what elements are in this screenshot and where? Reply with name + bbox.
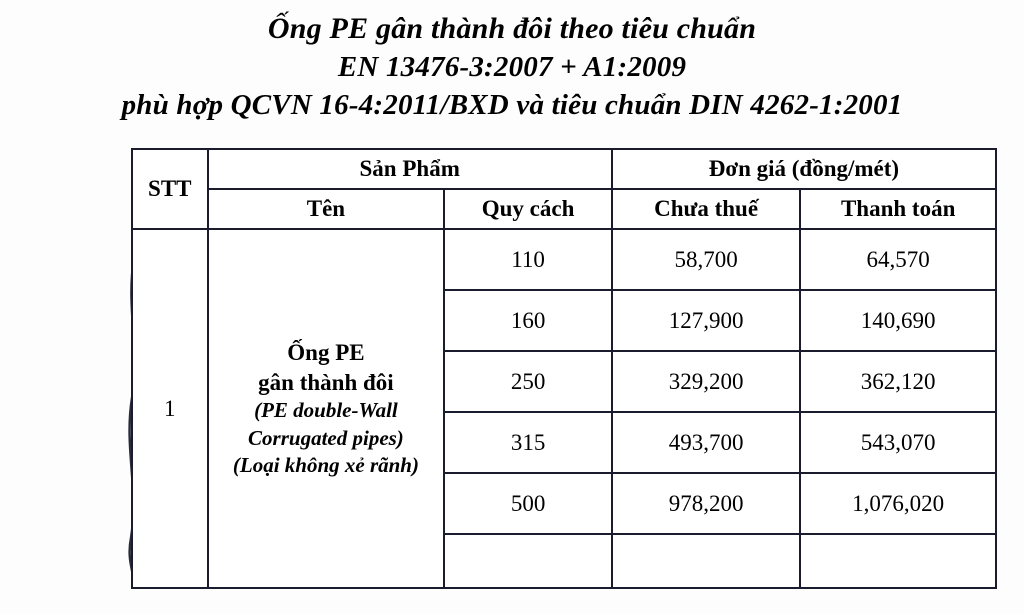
title-line-3: phù hợp QCVN 16-4:2011/BXD và tiêu chuẩn DIN 4262-1:2001	[121, 89, 903, 121]
title-line-1: Ống PE gân thành đôi theo tiêu chuẩn	[267, 12, 757, 45]
cell-chua-thue: 329,200	[612, 351, 801, 412]
table-row	[132, 229, 996, 290]
cell-chua-thue	[612, 534, 801, 588]
document-title	[0, 0, 1024, 124]
group-product-name	[208, 229, 445, 588]
title-line-2: EN 13476-3:2007 + A1:2009	[337, 51, 687, 83]
cell-quy-cach: 315	[444, 412, 612, 473]
cell-quy-cach: 500	[444, 473, 612, 534]
cell-chua-thue: 58,700	[612, 229, 801, 290]
cell-quy-cach: 110	[444, 229, 612, 290]
cell-chua-thue: 127,900	[612, 290, 801, 351]
product-name-line-2: gân thành đôi	[258, 369, 394, 395]
cell-chua-thue: 978,200	[612, 473, 801, 534]
product-name-line-1: Ống PE	[287, 339, 365, 365]
cell-thanh-toan: 1,076,020	[800, 473, 996, 534]
price-table-container	[131, 148, 997, 589]
cell-chua-thue: 493,700	[612, 412, 801, 473]
header-ten: Tên	[208, 189, 445, 229]
header-quy-cach: Quy cách	[444, 189, 612, 229]
cell-quy-cach: 250	[444, 351, 612, 412]
header-thanh-toan: Thanh toán	[800, 189, 996, 229]
table-body	[132, 229, 996, 588]
cell-quy-cach	[444, 534, 612, 588]
header-don-gia: Đơn giá (đồng/mét)	[612, 149, 996, 189]
cell-thanh-toan	[800, 534, 996, 588]
header-stt: STT	[132, 149, 208, 229]
product-name-italic-2: Corrugated pipes)	[248, 425, 404, 450]
cell-thanh-toan: 362,120	[800, 351, 996, 412]
group-index: 1	[132, 229, 208, 588]
cell-thanh-toan: 140,690	[800, 290, 996, 351]
table-header-row-2	[132, 189, 996, 229]
cell-quy-cach: 160	[444, 290, 612, 351]
header-san-pham: Sản Phẩm	[208, 149, 612, 189]
cell-thanh-toan: 64,570	[800, 229, 996, 290]
header-chua-thue: Chưa thuế	[612, 189, 801, 229]
product-name-italic-3: (Loại không xẻ rãnh)	[232, 453, 419, 478]
cell-thanh-toan: 543,070	[800, 412, 996, 473]
price-table	[131, 148, 997, 589]
table-header-row-1	[132, 149, 996, 189]
product-name-italic-1: (PE double-Wall	[254, 398, 398, 423]
table-header	[132, 149, 996, 229]
